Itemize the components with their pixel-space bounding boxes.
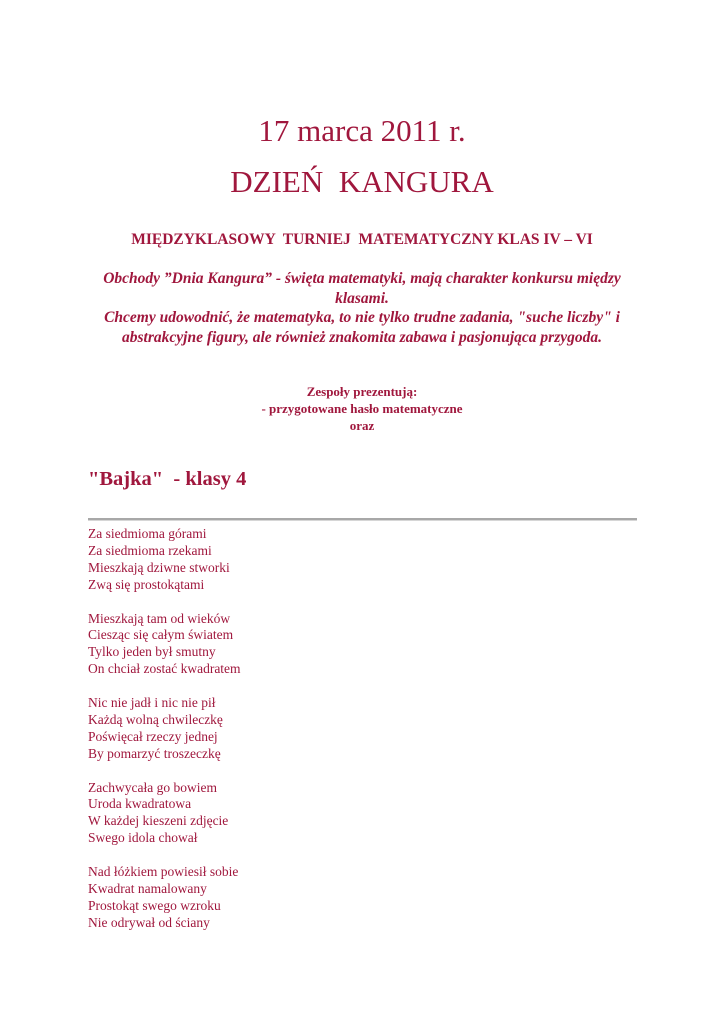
poem-line: Nad łóżkiem powiesił sobie — [88, 864, 239, 880]
intro-paragraph-1: Obchody ”Dnia Kangura” - święta matematyki, mają charakter konkursu między klasami. — [103, 270, 621, 307]
poem-stanza — [88, 780, 241, 848]
poem-line: Poświęcał rzeczy jednej — [88, 728, 218, 744]
divider — [88, 518, 637, 521]
document-date: 17 marca 2011 r. — [258, 113, 466, 148]
poem-line: On chciał zostać kwadratem — [88, 661, 241, 677]
poem — [88, 526, 241, 932]
poem-line: W każdej kieszeni zdjęcie — [88, 813, 229, 829]
poem-line: Każdą wolną chwileczkę — [88, 711, 223, 727]
poem-stanza — [88, 864, 241, 932]
poem-line: Za siedmioma górami — [88, 526, 207, 541]
poem-line: By pomarzyć troszeczkę — [88, 745, 221, 761]
teams-line-2: - przygotowane hasło matematyczne — [261, 401, 463, 416]
intro-section — [92, 269, 632, 347]
section-heading: "Bajka" - klasy 4 — [88, 468, 247, 490]
poem-line: Zwą się prostokątami — [88, 576, 205, 592]
poem-line: Mieszkają tam od wieków — [88, 610, 231, 626]
document-subtitle: MIĘDZYKLASOWY TURNIEJ MATEMATYCZNY KLAS IV – VI — [131, 231, 593, 248]
teams-line-3: oraz — [349, 418, 375, 433]
poem-line: Swego idola chował — [88, 830, 198, 846]
poem-line: Nie odrywał od ściany — [88, 914, 210, 930]
poem-line: Zachwycała go bowiem — [88, 779, 217, 795]
intro-paragraph-2: Chcemy udowodnić, że matematyka, to nie tylko trudne zadania, "suche liczby" i abstrakcyjne figury, ale również znakomita zabawa i pasjonująca przygoda. — [104, 309, 620, 346]
teams-line-1: Zespoły prezentują: — [306, 384, 418, 399]
poem-line: Nic nie jadł i nic nie pił — [88, 695, 216, 711]
teams-section — [0, 383, 724, 434]
poem-stanza — [88, 526, 241, 594]
poem-line: Za siedmioma rzekami — [88, 542, 212, 558]
poem-line: Uroda kwadratowa — [88, 796, 192, 812]
poem-line: Ciesząc się całym światem — [88, 627, 234, 643]
poem-stanza — [88, 695, 241, 763]
poem-line: Mieszkają dziwne stworki — [88, 559, 230, 575]
poem-line: Tylko jeden był smutny — [88, 644, 216, 660]
poem-line: Prostokąt swego wzroku — [88, 897, 221, 913]
document-title: DZIEŃ KANGURA — [230, 164, 494, 199]
poem-line: Kwadrat namalowany — [88, 880, 207, 896]
poem-stanza — [88, 611, 241, 679]
